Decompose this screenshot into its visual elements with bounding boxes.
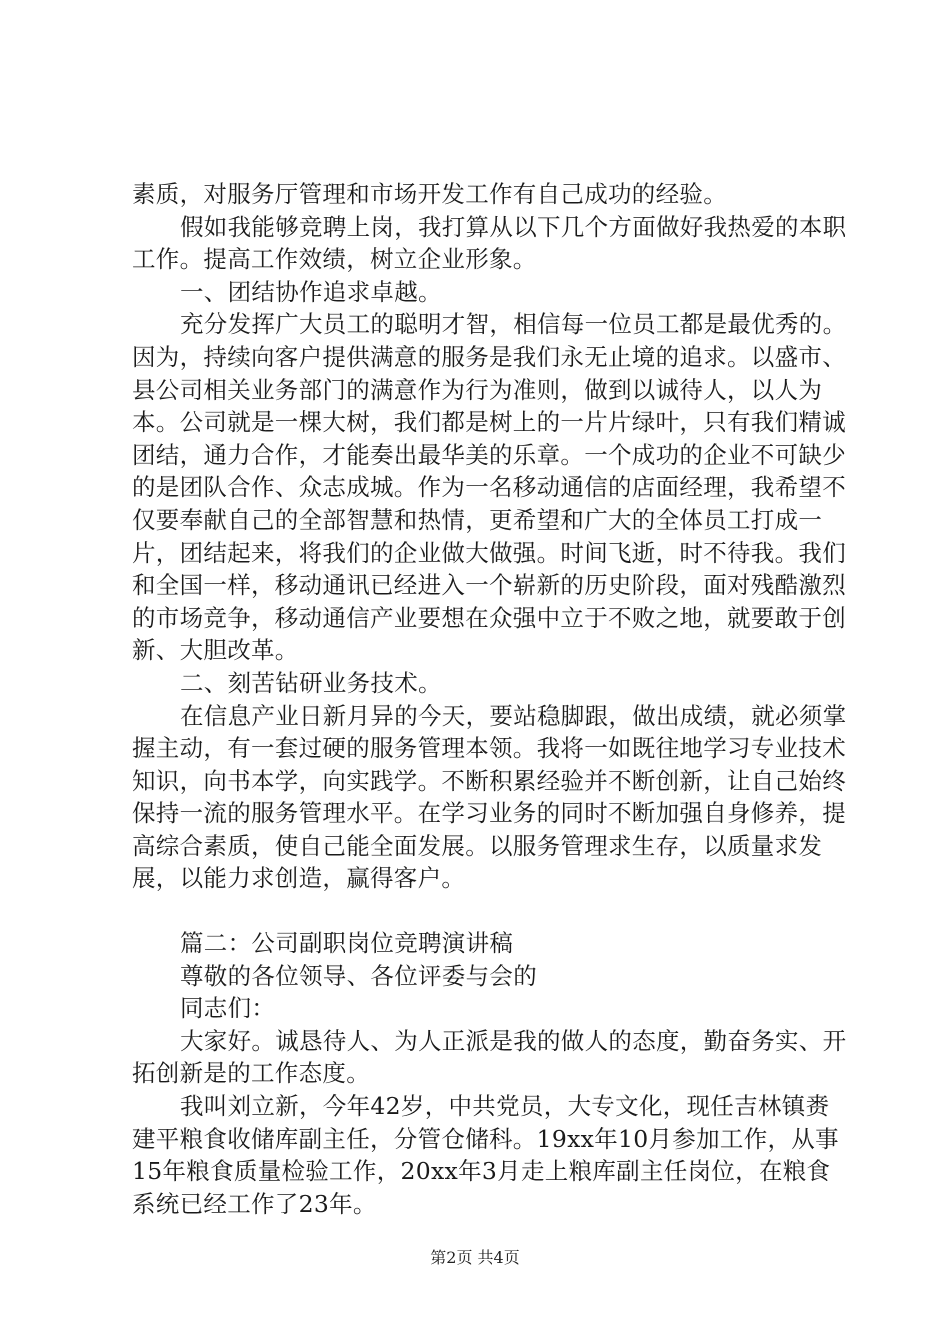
paragraph-greeting: 大家好。诚恳待人、为人正派是我的做人的态度，勤奋务实、开拓创新是的工作态度。: [132, 1026, 847, 1088]
section-heading-1: 一、团结协作追求卓越。: [180, 277, 442, 306]
salutation-continuation: 同志们：: [180, 994, 276, 1023]
paragraph-continuation: 素质，对服务厅管理和市场开发工作有自己成功的经验。: [132, 180, 727, 208]
salutation: 尊敬的各位领导、各位评委与会的: [180, 961, 537, 990]
section-heading-2: 二、刻苦钻研业务技术。: [180, 668, 442, 697]
paragraph-teamwork: 充分发挥广大员工的聪明才智，相信每一位员工都是最优秀的。因为，持续向客户提供满意的服务是我们永无止境的追求。以盛市、县公司相关业务部门的满意作为行为准则，做到以诚待人，以人为本。公司就是一棵大树，我们都是树上的一片片绿叶，只有我们精诚团结，通力合作，才能奏出最华美的乐章。一个成功的企业不可缺少的是团队合作、众志成城。作为一名移动通信的店面经理，我希望不仅要奉献自己的全部智慧和热情，更希望和广大的全体员工打成一片，团结起来，将我们的企业做大做强。时间飞逝，时不待我。我们和全国一样，移动通讯已经进入一个崭新的历史阶段，面对残酷激烈的市场竞争，移动通信产业要想在众强中立于不败之地，就要敢于创新、大胆改革。: [132, 310, 847, 665]
article-title: 篇二：公司副职岗位竞聘演讲稿: [180, 929, 514, 958]
paragraph-gap: [132, 895, 852, 927]
page-number: 第2页 共4页: [430, 1248, 520, 1267]
paragraph-intro: 假如我能够竞聘上岗，我打算从以下几个方面做好我热爱的本职工作。提高工作效绩，树立企业形象。: [132, 212, 847, 274]
paragraph-study: 在信息产业日新月异的今天，要站稳脚跟，做出成绩，就必须掌握主动，有一套过硬的服务管理本领。我将一如既往地学习专业技术知识，向书本学，向实践学。不断积累经验并不断创新，让自己始终保持一流的服务管理水平。在学习业务的同时不断加强自身修养，提高综合素质，使自己能全面发展。以服务管理求生存，以质量求发展，以能力求创造，赢得客户。: [132, 701, 847, 893]
document-body: [132, 178, 852, 1220]
paragraph-self-intro: 我叫刘立新，今年42岁，中共党员，大专文化，现任吉林镇赉建平粮食收储库副主任，分管仓储科。19xx年10月参加工作，从事15年粮食质量检验工作，20xx年3月走上粮库副主任岗位，在粮食系统已经工作了23年。: [132, 1092, 839, 1218]
